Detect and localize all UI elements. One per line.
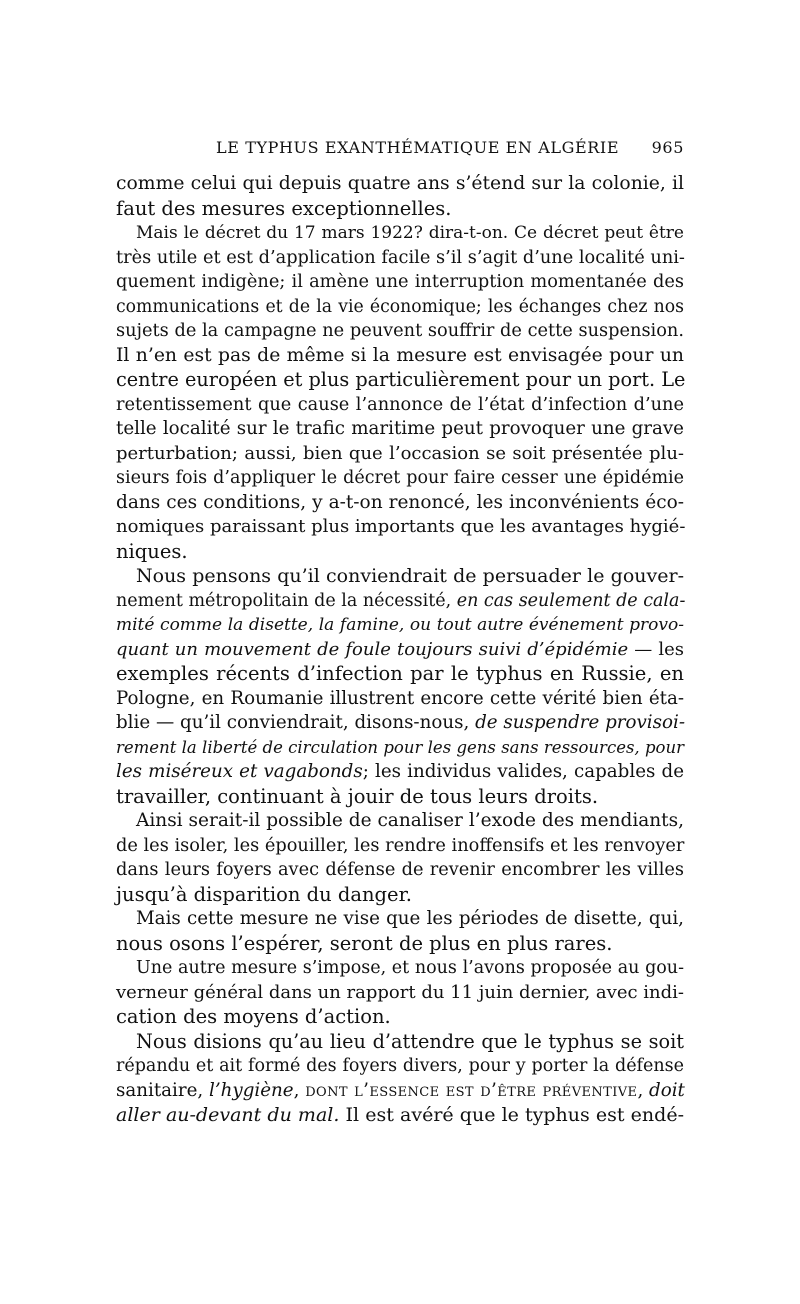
- text-line: nomiques paraissant plus importants que les avantages hygié-: [116, 516, 686, 537]
- text-line: [116, 736, 684, 761]
- text-run: Il est avéré que le typhus est endé-: [339, 1104, 684, 1126]
- text-line: comme celui qui depuis quatre ans s’étend sur la colonie, il: [116, 173, 684, 194]
- text-run: nement métropolitain de la nécessité,: [116, 590, 457, 611]
- text-run: ,: [293, 1079, 306, 1101]
- text-line: centre européen et plus particulièrement pour un port. Le: [116, 368, 686, 391]
- italic-run: mité comme la disette, la famine, ou tout autre événement provo-: [116, 615, 684, 635]
- italic-run: en cas seulement de cala-: [456, 590, 686, 611]
- text-run: blie — qu’il conviendrait, disons-nous,: [116, 712, 476, 733]
- text-line: retentissement que cause l’annonce de l’état d’infection d’une: [116, 394, 684, 415]
- text-line: [116, 613, 684, 638]
- italic-run: doit: [649, 1079, 685, 1101]
- text-line: dans leurs foyers avec défense de revenir encombrer les villes: [116, 860, 684, 880]
- text-line: Mais le décret du 17 mars 1922? dira-t-on. Ce décret peut être: [136, 223, 684, 243]
- text-line: travailler, continuant à jouir de tous leurs droits.: [116, 784, 599, 808]
- text-line: niques.: [116, 539, 188, 563]
- text-line: Nous pensons qu’il conviendrait de persuader le gouver-: [136, 565, 684, 587]
- italic-run: rement la liberté de circulation pour les gens sans ressources, pour: [116, 737, 684, 757]
- text-line: quement indigène; il amène une interruption momentanée des: [116, 272, 684, 292]
- text-line: sieurs fois d’appliquer le décret pour faire cesser une épidémie: [116, 468, 684, 488]
- text-line: jusqu’à disparition du danger.: [116, 882, 412, 906]
- text-run: ,: [637, 1079, 650, 1101]
- text-line: [116, 589, 684, 614]
- body-text: [116, 172, 684, 1128]
- text-line: verneur général dans un rapport du 11 juin dernier, avec indi-: [116, 981, 684, 1003]
- text-run: sanitaire,: [116, 1079, 210, 1101]
- text-line: [116, 1079, 684, 1104]
- text-line: exemples récents d’infection par le typhus en Russie, en: [116, 662, 684, 685]
- text-line: nous osons l’espérer, seront de plus en plus rares.: [116, 931, 613, 955]
- text-line: de les isoler, les épouiller, les rendre inoffensifs et les renvoyer: [116, 835, 685, 856]
- text-line: Nous disions qu’au lieu d’attendre que le typhus se soit: [136, 1029, 684, 1053]
- text-line: Ainsi serait-il possible de canaliser l’exode des mendiants,: [136, 810, 684, 831]
- text-line: dans ces conditions, y a-t-on renoncé, les inconvénients éco-: [116, 491, 684, 513]
- text-line: Il n’en est pas de même si la mesure est envisagée pour un: [116, 344, 684, 366]
- italic-run: aller au-devant du mal.: [116, 1104, 340, 1126]
- text-line: faut des mesures exceptionnelles.: [116, 196, 452, 220]
- text-line: [116, 711, 684, 736]
- italic-run: quant un mouvement de foule toujours suivi d’épidémie: [116, 638, 629, 660]
- text-run: ; les individus valides, capables de: [362, 761, 684, 782]
- text-line: Une autre mesure s’impose, et nous l’avons proposée au gou-: [136, 958, 684, 978]
- running-title: LE TYPHUS EXANTHÉMATIQUE EN ALGÉRIE: [216, 138, 620, 157]
- text-line: [116, 638, 684, 663]
- text-run: — les: [628, 638, 684, 660]
- text-line: [116, 760, 684, 785]
- text-line: Mais cette mesure ne vise que les périodes de disette, qui,: [136, 908, 684, 929]
- text-line: perturbation; aussi, bien que l’occasion se soit présentée plu-: [116, 442, 684, 464]
- text-line: très utile et est d’application facile s’il s’agit d’une localité uni-: [116, 247, 685, 268]
- text-line: cation des moyens d’action.: [116, 1005, 391, 1028]
- small-caps-run: dont l’essence est d’être préventive: [305, 1079, 638, 1101]
- text-line: telle localité sur le trafic maritime peut provoquer une grave: [116, 418, 684, 439]
- text-line: [116, 1103, 684, 1128]
- text-line: communications et de la vie économique; les échanges chez nos: [116, 296, 684, 317]
- italic-run: de suspendre provisoi-: [475, 712, 685, 733]
- text-line: répandu et ait formé des foyers divers, pour y porter la défense: [116, 1056, 684, 1076]
- text-line: Pologne, en Roumanie illustrent encore cette vérité bien éta-: [116, 687, 684, 709]
- text-line: sujets de la campagne ne peuvent souffrir de cette suspension.: [116, 321, 684, 341]
- page-number: 965: [651, 138, 684, 157]
- italic-run: les miséreux et vagabonds: [116, 761, 363, 782]
- italic-run: l’hygiène: [209, 1079, 294, 1101]
